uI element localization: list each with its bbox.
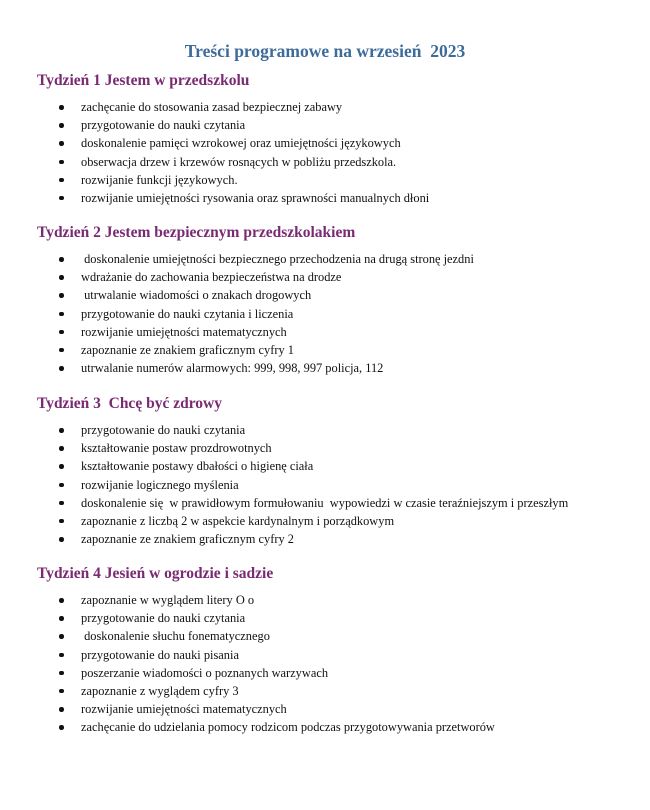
bullet-icon bbox=[59, 616, 64, 621]
section-heading: Tydzień 4 Jesień w ogrodzie i sadzie bbox=[37, 565, 274, 582]
bullet-icon bbox=[59, 196, 64, 201]
section-heading: Tydzień 2 Jestem bezpiecznym przedszkolakiem bbox=[37, 224, 356, 241]
bullet-icon bbox=[59, 312, 64, 317]
list-item-text: rozwijanie umiejętności matematycznych bbox=[81, 702, 287, 717]
bullet-icon bbox=[59, 537, 64, 542]
bullet-icon bbox=[59, 483, 64, 488]
list-item-text: rozwijanie umiejętności rysowania oraz sprawności manualnych dłoni bbox=[81, 190, 430, 205]
list-item-text: przygotowanie do nauki czytania bbox=[81, 118, 246, 133]
list-item-text: rozwijanie funkcji językowych. bbox=[81, 172, 238, 187]
bullet-icon bbox=[59, 105, 64, 110]
list-item-text: doskonalenie się w prawidłowym formułowaniu wypowiedzi w czasie teraźniejszym i przeszłym bbox=[81, 495, 569, 510]
list-item-text: rozwijanie umiejętności matematycznych bbox=[81, 324, 287, 339]
bullet-icon bbox=[59, 446, 64, 451]
list-item-text: doskonalenie pamięci wzrokowej oraz umiejętności językowych bbox=[81, 136, 401, 151]
list-item-text: kształtowanie postawy dbałości o higienę ciała bbox=[81, 459, 314, 474]
bullet-icon bbox=[59, 257, 64, 262]
list-item-text: utrwalanie wiadomości o znakach drogowych bbox=[81, 288, 312, 303]
bullet-icon bbox=[59, 178, 64, 183]
bullet-icon bbox=[59, 293, 64, 298]
bullet-icon bbox=[59, 634, 64, 639]
list-item-text: zapoznanie ze znakiem graficznym cyfry 1 bbox=[81, 342, 294, 357]
list-item-text: zapoznanie z wyglądem cyfry 3 bbox=[81, 683, 239, 698]
bullet-icon bbox=[59, 330, 64, 335]
list-item-text: przygotowanie do nauki czytania bbox=[81, 423, 246, 437]
list-item-text: zachęcanie do stosowania zasad bezpiecznej zabawy bbox=[81, 100, 343, 114]
bullet-icon bbox=[59, 160, 64, 165]
list-item-text: zachęcanie do udzielania pomocy rodzicom podczas przygotowywania przetworów bbox=[81, 720, 495, 735]
bullet-icon bbox=[59, 671, 64, 676]
list-item-text: zapoznanie ze znakiem graficznym cyfry 2 bbox=[81, 532, 294, 547]
bullet-icon bbox=[59, 275, 64, 280]
section-heading: Tydzień 1 Jestem w przedszkolu bbox=[37, 72, 250, 89]
section-heading: Tydzień 3 Chcę być zdrowy bbox=[37, 395, 222, 412]
bullet-icon bbox=[59, 598, 64, 603]
list-item-text: wdrażanie do zachowania bezpieczeństwa na drodze bbox=[81, 270, 342, 285]
bullet-icon bbox=[59, 501, 64, 506]
list-item-text: doskonalenie umiejętności bezpiecznego przechodzenia na drugą stronę jezdni bbox=[81, 252, 474, 266]
bullet-icon bbox=[59, 464, 64, 469]
document-title: Treści programowe na wrzesień 2023 bbox=[184, 41, 466, 61]
list-item-text: poszerzanie wiadomości o poznanych warzywach bbox=[81, 665, 329, 680]
bullet-icon bbox=[59, 707, 64, 712]
bullet-icon bbox=[59, 123, 64, 128]
list-item-text: przygotowanie do nauki czytania i liczenia bbox=[81, 306, 294, 321]
bullet-icon bbox=[59, 428, 64, 433]
bullet-icon bbox=[59, 366, 64, 371]
bullet-icon bbox=[59, 725, 64, 730]
list-item-text: zapoznanie w wyglądem litery O o bbox=[81, 593, 255, 607]
list-item-text: przygotowanie do nauki pisania bbox=[81, 647, 239, 662]
list-item-text: zapoznanie z liczbą 2 w aspekcie kardynalnym i porządkowym bbox=[81, 513, 395, 528]
bullet-icon bbox=[59, 689, 64, 694]
list-item-text: obserwacja drzew i krzewów rosnących w pobliżu przedszkola. bbox=[81, 154, 397, 169]
list-item-text: rozwijanie logicznego myślenia bbox=[81, 477, 239, 492]
list-item-text: kształtowanie postaw prozdrowotnych bbox=[81, 441, 272, 456]
bullet-icon bbox=[59, 348, 64, 353]
list-item-text: przygotowanie do nauki czytania bbox=[81, 611, 246, 626]
bullet-icon bbox=[59, 653, 64, 658]
bullet-icon bbox=[59, 519, 64, 524]
bullet-icon bbox=[59, 141, 64, 146]
list-item-text: utrwalanie numerów alarmowych: 999, 998, 997 policja, 112 bbox=[81, 361, 384, 376]
list-item-text: doskonalenie słuchu fonematycznego bbox=[81, 629, 270, 644]
